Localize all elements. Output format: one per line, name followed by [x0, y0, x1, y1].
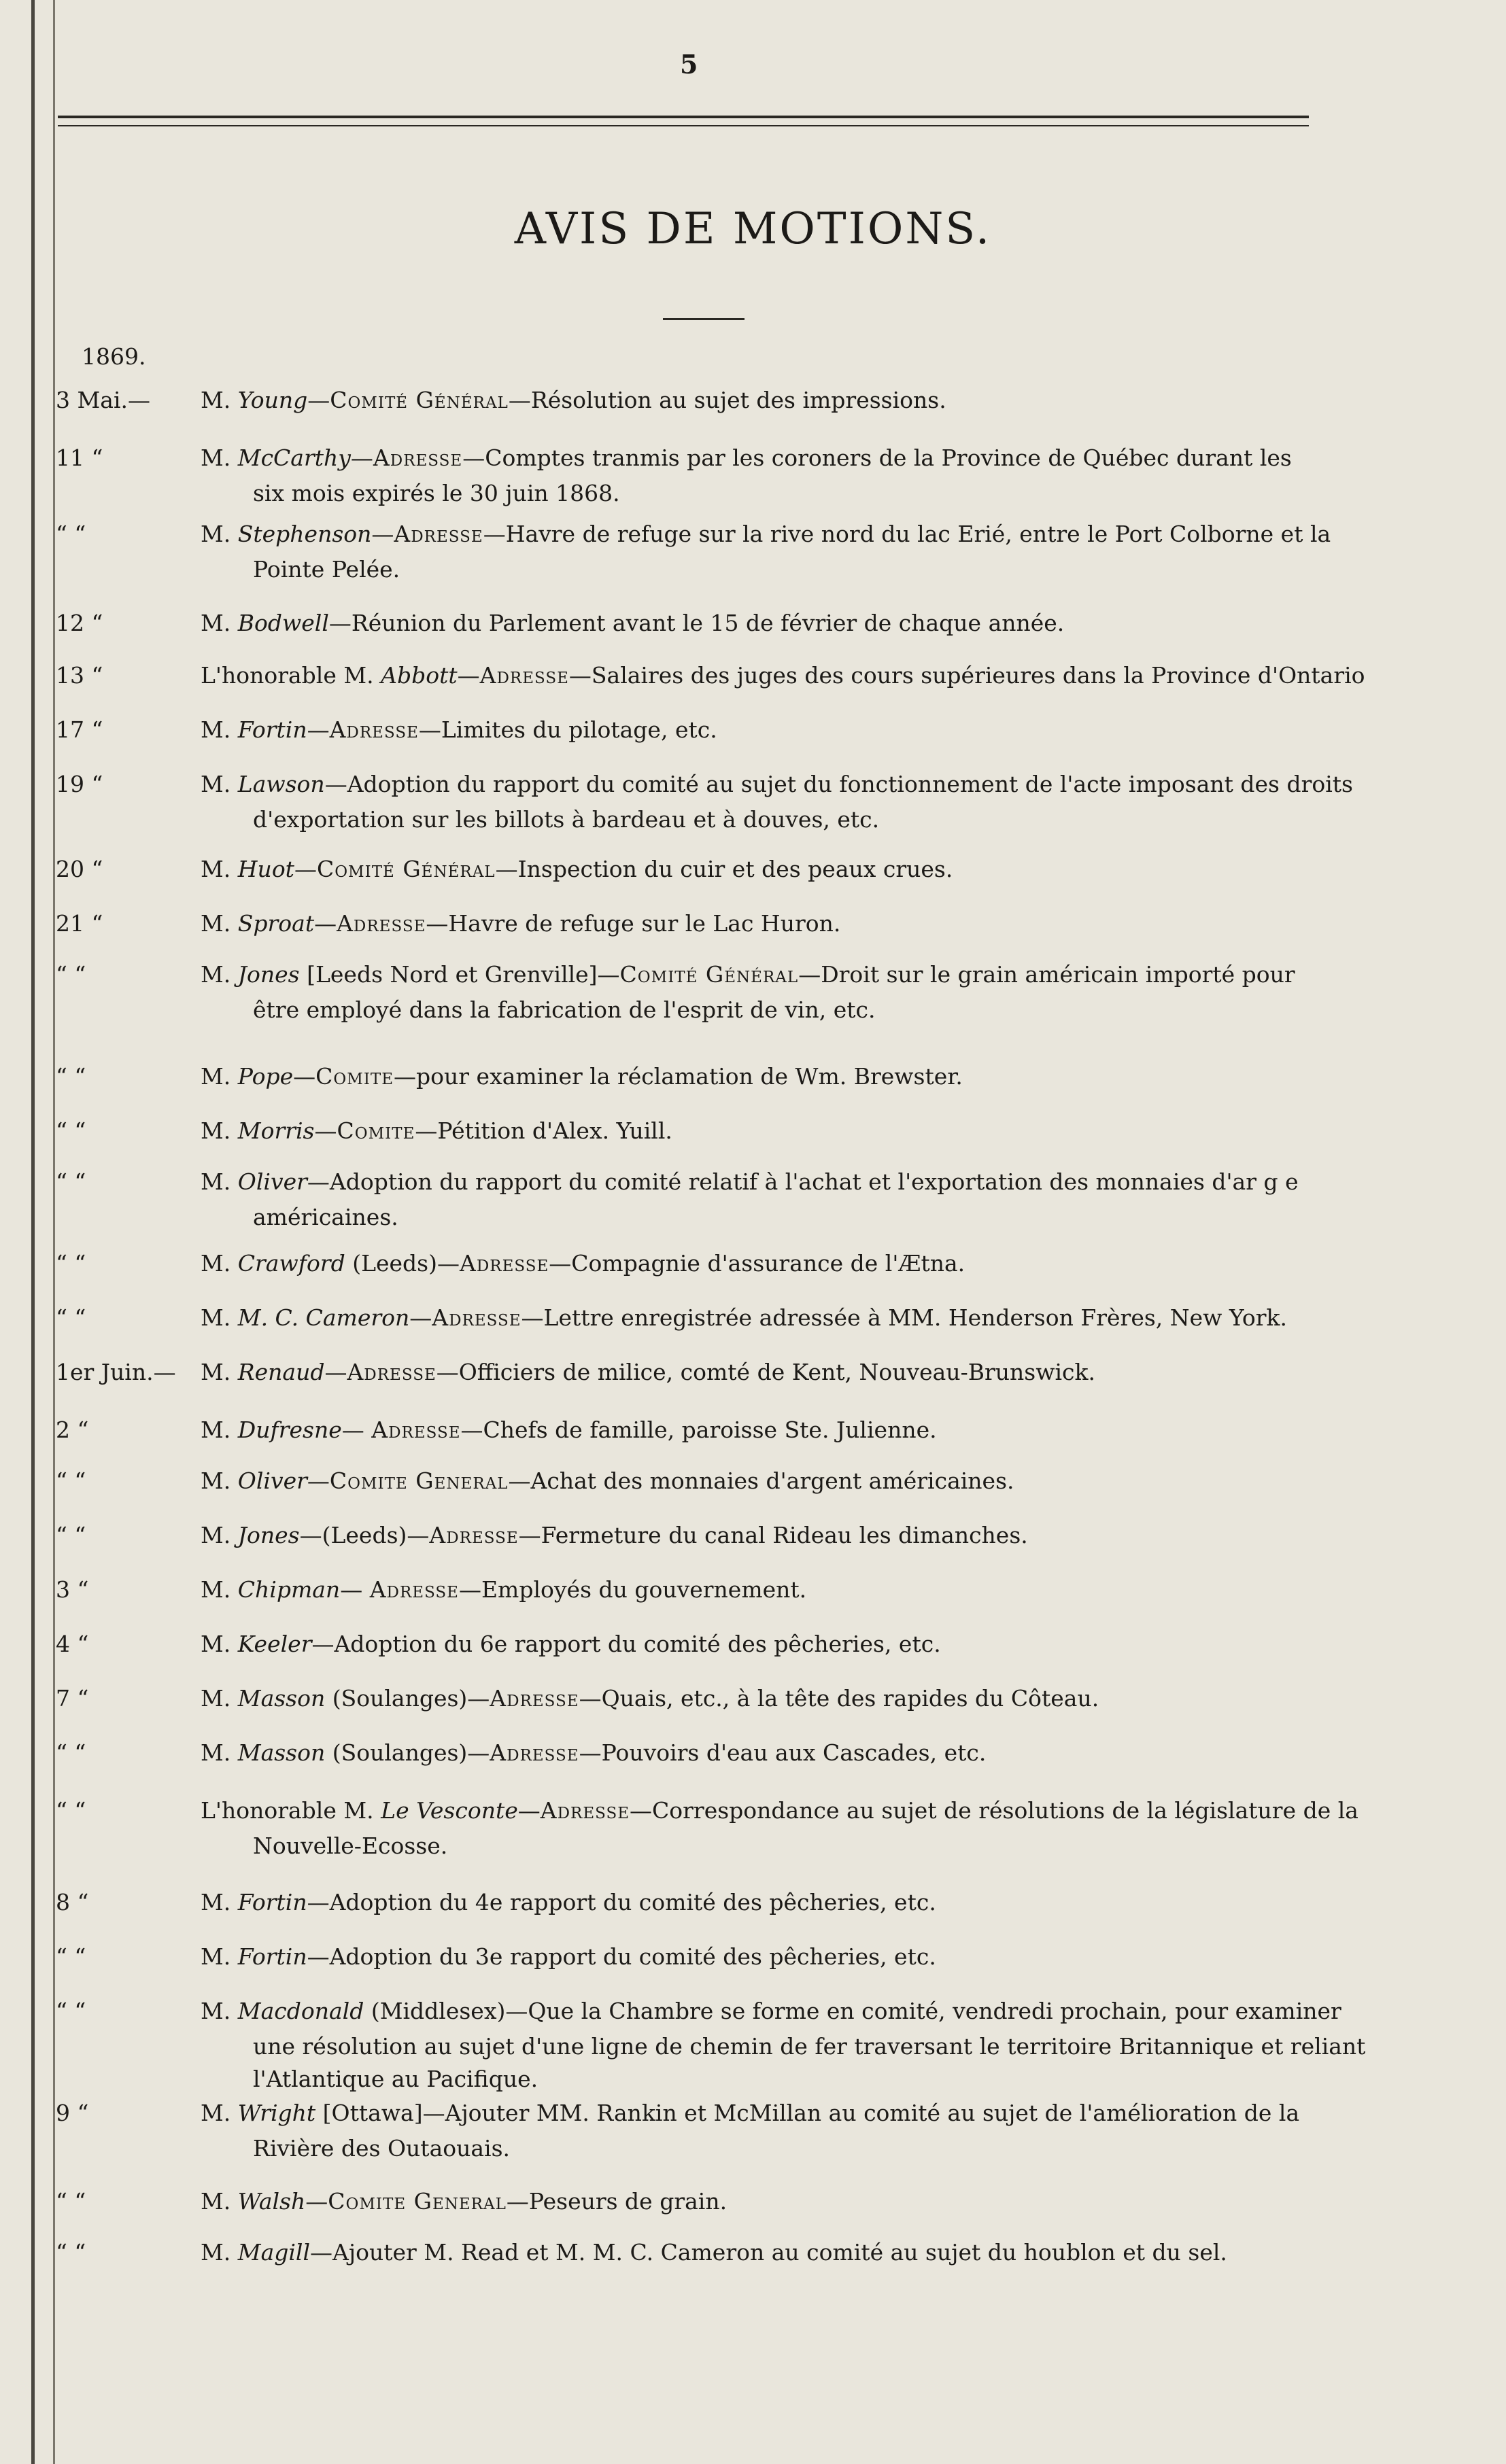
motion-separator: — [311, 1631, 335, 1657]
member-name: Masson [237, 1739, 326, 1766]
motion-text [201, 1465, 1397, 1497]
motion-prefix: M. [201, 2100, 238, 2126]
motion-kind: Adresse [432, 1304, 521, 1331]
motion-kind: Adresse [479, 662, 569, 689]
motion-separator: —(Leeds)— [299, 1522, 430, 1548]
motion-text [201, 714, 1397, 746]
motion-separator: [Leeds Nord et Grenville]— [299, 961, 620, 988]
motion-subject: Réunion du Parlement avant le 15 de février de chaque année. [351, 610, 1065, 636]
motion-kind: Adresse [460, 1250, 549, 1277]
motion-subject: —Fermeture du canal Rideau les dimanches. [518, 1522, 1028, 1548]
motion-prefix: M. [201, 1168, 238, 1195]
member-name: McCarthy [237, 445, 351, 471]
motion-separator: (Soulanges)— [325, 1685, 490, 1712]
motion-subject: Adoption du 4e rapport du comité des pêcheries, etc. [329, 1889, 936, 1915]
motion-separator: — [457, 662, 480, 689]
year-label: 1869. [82, 343, 146, 370]
motion-prefix: M. [201, 1739, 238, 1766]
motion-prefix: M. [201, 856, 238, 882]
motion-subject: Adoption du rapport du comité relatif à l'achat et l'exportation des monnaies d'ar g e [329, 1168, 1299, 1195]
motion-prefix: M. [201, 2188, 238, 2215]
motion-separator: — [324, 771, 347, 797]
motion-text [201, 1941, 1397, 1973]
motion-subject: —Résolution au sujet des impressions. [508, 387, 946, 413]
motion-subject: —Comptes tranmis par les coroners de la Province de Québec durant les [462, 445, 1292, 471]
member-name: Magill [237, 2239, 311, 2266]
motion-prefix: M. [201, 387, 238, 413]
motion-separator: — [341, 1417, 372, 1443]
motion-separator: — [517, 1797, 541, 1824]
member-name: Masson [237, 1685, 326, 1712]
member-name: Fortin [237, 716, 307, 743]
motion-text [201, 2236, 1397, 2269]
member-name: M. C. Cameron [237, 1304, 410, 1331]
motion-continuation: une résolution au sujet d'une ligne de chemin de fer traversant le territoire Britannique et reliant l'Atlantique au Pacifique. [253, 2033, 1366, 2092]
motion-continuation: d'exportation sur les billots à bardeau et à douves, etc. [253, 806, 880, 833]
motion-date: “ “ [56, 1063, 86, 1090]
motion-date: “ “ [56, 2239, 86, 2266]
motion-subject: —Chefs de famille, paroisse Ste. Julienne. [460, 1417, 937, 1443]
member-name: Macdonald [237, 1998, 364, 2024]
motion-prefix: M. [201, 445, 238, 471]
motion-kind: Adresse [337, 910, 426, 937]
motion-kind: Adresse [329, 716, 419, 743]
motion-kind: Adresse [373, 445, 463, 471]
motion-separator: — [371, 521, 394, 547]
motion-text [201, 1060, 1397, 1093]
header-rule-thick [58, 116, 1309, 118]
member-name: Le Vesconte [381, 1797, 518, 1824]
motion-kind: Comité Général [330, 387, 509, 413]
motion-date: 8 “ [56, 1889, 89, 1915]
motion-prefix: M. [201, 1631, 238, 1657]
motion-date: 9 “ [56, 2100, 89, 2126]
motion-separator: — [310, 2239, 333, 2266]
motion-subject: —Correspondance au sujet de résolutions de la législature de la [630, 1797, 1358, 1824]
motion-prefix: M. [201, 1889, 238, 1915]
motion-kind: Adresse [371, 1417, 461, 1443]
motion-date: 20 “ [56, 856, 103, 882]
motion-text [201, 2097, 1397, 2130]
member-name: Pope [237, 1063, 294, 1090]
motion-prefix: M. [201, 910, 238, 937]
motion-subject: —Quais, etc., à la tête des rapides du Côteau. [579, 1685, 1099, 1712]
motion-text [201, 607, 1397, 640]
motion-separator: — [409, 1304, 432, 1331]
motion-prefix: M. [201, 521, 238, 547]
motion-date: “ “ [56, 1117, 86, 1144]
member-name: Young [237, 387, 308, 413]
motion-subject: Adoption du 3e rapport du comité des pêcheries, etc. [329, 1943, 936, 1970]
motion-continuation: être employé dans la fabrication de l'esprit de vin, etc. [253, 996, 876, 1023]
member-name: Morris [237, 1117, 315, 1144]
motion-prefix: M. [201, 610, 238, 636]
member-name: Bodwell [237, 610, 329, 636]
motion-date: “ “ [56, 1943, 86, 1970]
motion-kind: Adresse [490, 1739, 579, 1766]
motion-date: “ “ [56, 1250, 86, 1277]
motion-date: “ “ [56, 1522, 86, 1548]
motion-kind: Comite General [329, 1468, 509, 1494]
member-name: Chipman [237, 1576, 341, 1603]
motion-date: 11 “ [56, 445, 103, 471]
motion-separator: — [307, 1943, 330, 1970]
motion-subject: —Officiers de milice, comté de Kent, Nouveau-Brunswick. [436, 1359, 1095, 1385]
motion-subject: —Employés du gouvernement. [458, 1576, 807, 1603]
motion-date: “ “ [56, 2188, 86, 2215]
motion-kind: Adresse [429, 1522, 519, 1548]
motion-date: “ “ [56, 1304, 86, 1331]
motion-separator: (Middlesex)— [364, 1998, 528, 2024]
binding-edge-line [31, 0, 35, 2464]
motion-separator: — [307, 1468, 330, 1494]
motion-date: “ “ [56, 1998, 86, 2024]
motion-prefix: M. [201, 1468, 238, 1494]
motion-prefix: M. [201, 1304, 238, 1331]
motion-separator: — [328, 610, 352, 636]
motion-prefix: M. [201, 716, 238, 743]
motion-text [201, 1519, 1397, 1552]
motion-date: 19 “ [56, 771, 103, 797]
motion-text [201, 1115, 1397, 1147]
motion-date: “ “ [56, 1797, 86, 1824]
motion-date: 2 “ [56, 1417, 89, 1443]
member-name: Renaud [237, 1359, 325, 1385]
motion-text [201, 1628, 1397, 1661]
motion-separator: (Leeds)— [345, 1250, 460, 1277]
motion-prefix: M. [201, 1522, 238, 1548]
motion-prefix: M. [201, 1359, 238, 1385]
member-name: Fortin [237, 1889, 307, 1915]
header-rule-thin [58, 125, 1309, 126]
motion-subject: —Limites du pilotage, etc. [418, 716, 717, 743]
motion-prefix: M. [201, 1417, 238, 1443]
motion-subject: —Havre de refuge sur le Lac Huron. [426, 910, 841, 937]
motion-kind: Adresse [369, 1576, 459, 1603]
motion-subject: —Pouvoirs d'eau aux Cascades, etc. [579, 1739, 987, 1766]
motion-text [201, 1794, 1397, 1827]
motion-date: 3 “ [56, 1576, 89, 1603]
motion-prefix: M. [201, 961, 238, 988]
motion-date: “ “ [56, 521, 86, 547]
motion-continuation: six mois expirés le 30 juin 1868. [253, 480, 620, 506]
motion-separator: — [307, 1889, 330, 1915]
member-name: Oliver [237, 1168, 307, 1195]
motion-prefix: M. [201, 2239, 238, 2266]
motion-text [201, 1995, 1397, 2028]
motion-date: 3 Mai.— [56, 387, 150, 413]
motion-separator: — [340, 1576, 370, 1603]
motion-subject: —Droit sur le grain américain importé pour [798, 961, 1295, 988]
motion-subject: Adoption du rapport du comité au sujet du fonctionnement de l'acte imposant des droits [347, 771, 1353, 797]
member-name: Wright [237, 2100, 316, 2126]
motion-subject: —Lettre enregistrée adressée à MM. Henderson Frères, New York. [521, 1304, 1287, 1331]
motion-subject: Que la Chambre se forme en comité, vendredi prochain, pour examiner [528, 1998, 1341, 2024]
motion-prefix: M. [201, 1063, 238, 1090]
motion-text [201, 958, 1397, 991]
motion-subject: —Compagnie d'assurance de l'Ætna. [549, 1250, 965, 1277]
motion-separator: [Ottawa]— [315, 2100, 445, 2126]
motion-prefix: L'honorable M. [201, 662, 381, 689]
motion-text [201, 659, 1397, 692]
motion-subject: Adoption du 6e rapport du comité des pêcheries, etc. [334, 1631, 941, 1657]
motion-separator: — [324, 1359, 347, 1385]
binding-edge-line-inner [53, 0, 55, 2464]
motion-date: “ “ [56, 1468, 86, 1494]
motion-text [201, 853, 1397, 886]
motion-prefix: M. [201, 1117, 238, 1144]
member-name: Dufresne [237, 1417, 342, 1443]
motion-kind: Adresse [394, 521, 483, 547]
motion-kind: Adresse [347, 1359, 437, 1385]
motion-prefix: M. [201, 1685, 238, 1712]
motion-date: 12 “ [56, 610, 103, 636]
member-name: Huot [237, 856, 294, 882]
motion-separator: — [314, 1117, 337, 1144]
motion-text [201, 1682, 1397, 1715]
motion-separator: — [307, 716, 330, 743]
member-name: Fortin [237, 1943, 307, 1970]
motion-continuation: Nouvelle-Ecosse. [253, 1833, 448, 1859]
member-name: Sproat [237, 910, 315, 937]
motion-continuation: américaines. [253, 1204, 398, 1230]
page-number: 5 [680, 49, 698, 80]
motion-date: 21 “ [56, 910, 103, 937]
motion-separator: — [305, 2188, 328, 2215]
member-name: Jones [237, 1522, 300, 1548]
motion-date: 7 “ [56, 1685, 89, 1712]
motion-prefix: M. [201, 1576, 238, 1603]
motion-subject: —Pétition d'Alex. Yuill. [415, 1117, 672, 1144]
motion-continuation: Rivière des Outaouais. [253, 2135, 511, 2162]
motion-text [201, 1166, 1397, 1198]
motion-subject: Ajouter MM. Rankin et McMillan au comité au sujet de l'amélioration de la [445, 2100, 1300, 2126]
motion-text [201, 1574, 1397, 1606]
motion-prefix: M. [201, 1943, 238, 1970]
motion-subject: —Achat des monnaies d'argent américaines. [508, 1468, 1014, 1494]
motion-date: “ “ [56, 1739, 86, 1766]
motion-kind: Comite [315, 1063, 394, 1090]
member-name: Abbott [381, 662, 458, 689]
motion-date: 1er Juin.— [56, 1359, 176, 1385]
motion-subject: —pour examiner la réclamation de Wm. Brewster. [394, 1063, 963, 1090]
motion-separator: — [350, 445, 373, 471]
member-name: Walsh [237, 2188, 306, 2215]
motion-date: “ “ [56, 1168, 86, 1195]
motion-prefix: M. [201, 1998, 238, 2024]
motion-text [201, 768, 1397, 801]
motion-text [201, 1414, 1397, 1446]
motion-subject: —Salaires des juges des cours supérieures dans la Province d'Ontario [568, 662, 1365, 689]
member-name: Lawson [237, 771, 325, 797]
member-name: Stephenson [237, 521, 372, 547]
motion-date: 13 “ [56, 662, 103, 689]
motion-kind: Adresse [540, 1797, 630, 1824]
motion-kind: Adresse [490, 1685, 579, 1712]
member-name: Crawford [237, 1250, 345, 1277]
motion-kind: Comite [337, 1117, 415, 1144]
motion-date: “ “ [56, 961, 86, 988]
motion-text [201, 1886, 1397, 1919]
motion-continuation: Pointe Pelée. [253, 556, 400, 583]
motion-prefix: L'honorable M. [201, 1797, 381, 1824]
motion-text [201, 2185, 1397, 2218]
motion-subject: —Havre de refuge sur la rive nord du lac Erié, entre le Port Colborne et la [483, 521, 1331, 547]
motion-text [201, 1302, 1397, 1334]
motion-prefix: M. [201, 771, 238, 797]
title-divider [663, 318, 745, 320]
motion-separator: (Soulanges)— [325, 1739, 490, 1766]
member-name: Jones [237, 961, 300, 988]
motion-separator: — [294, 856, 317, 882]
motion-kind: Comite General [328, 2188, 507, 2215]
motion-subject: Ajouter M. Read et M. M. C. Cameron au comité au sujet du houblon et du sel. [332, 2239, 1227, 2266]
motion-separator: — [307, 1168, 330, 1195]
member-name: Oliver [237, 1468, 307, 1494]
motion-text [201, 1737, 1397, 1769]
motion-text [201, 384, 1397, 417]
motion-text [201, 907, 1397, 940]
motion-separator: — [314, 910, 337, 937]
member-name: Keeler [237, 1631, 312, 1657]
motion-separator: — [307, 387, 330, 413]
motion-subject: —Peseurs de grain. [506, 2188, 728, 2215]
motion-prefix: M. [201, 1250, 238, 1277]
motion-kind: Comité Général [316, 856, 496, 882]
motion-text [201, 1356, 1397, 1389]
motion-text [201, 442, 1397, 474]
motion-text [201, 518, 1397, 551]
motion-kind: Comité Général [619, 961, 799, 988]
motion-separator: — [293, 1063, 316, 1090]
page-title: AVIS DE MOTIONS. [514, 204, 992, 254]
motion-text [201, 1247, 1397, 1280]
motion-date: 4 “ [56, 1631, 89, 1657]
motion-subject: —Inspection du cuir et des peaux crues. [495, 856, 953, 882]
motion-date: 17 “ [56, 716, 103, 743]
